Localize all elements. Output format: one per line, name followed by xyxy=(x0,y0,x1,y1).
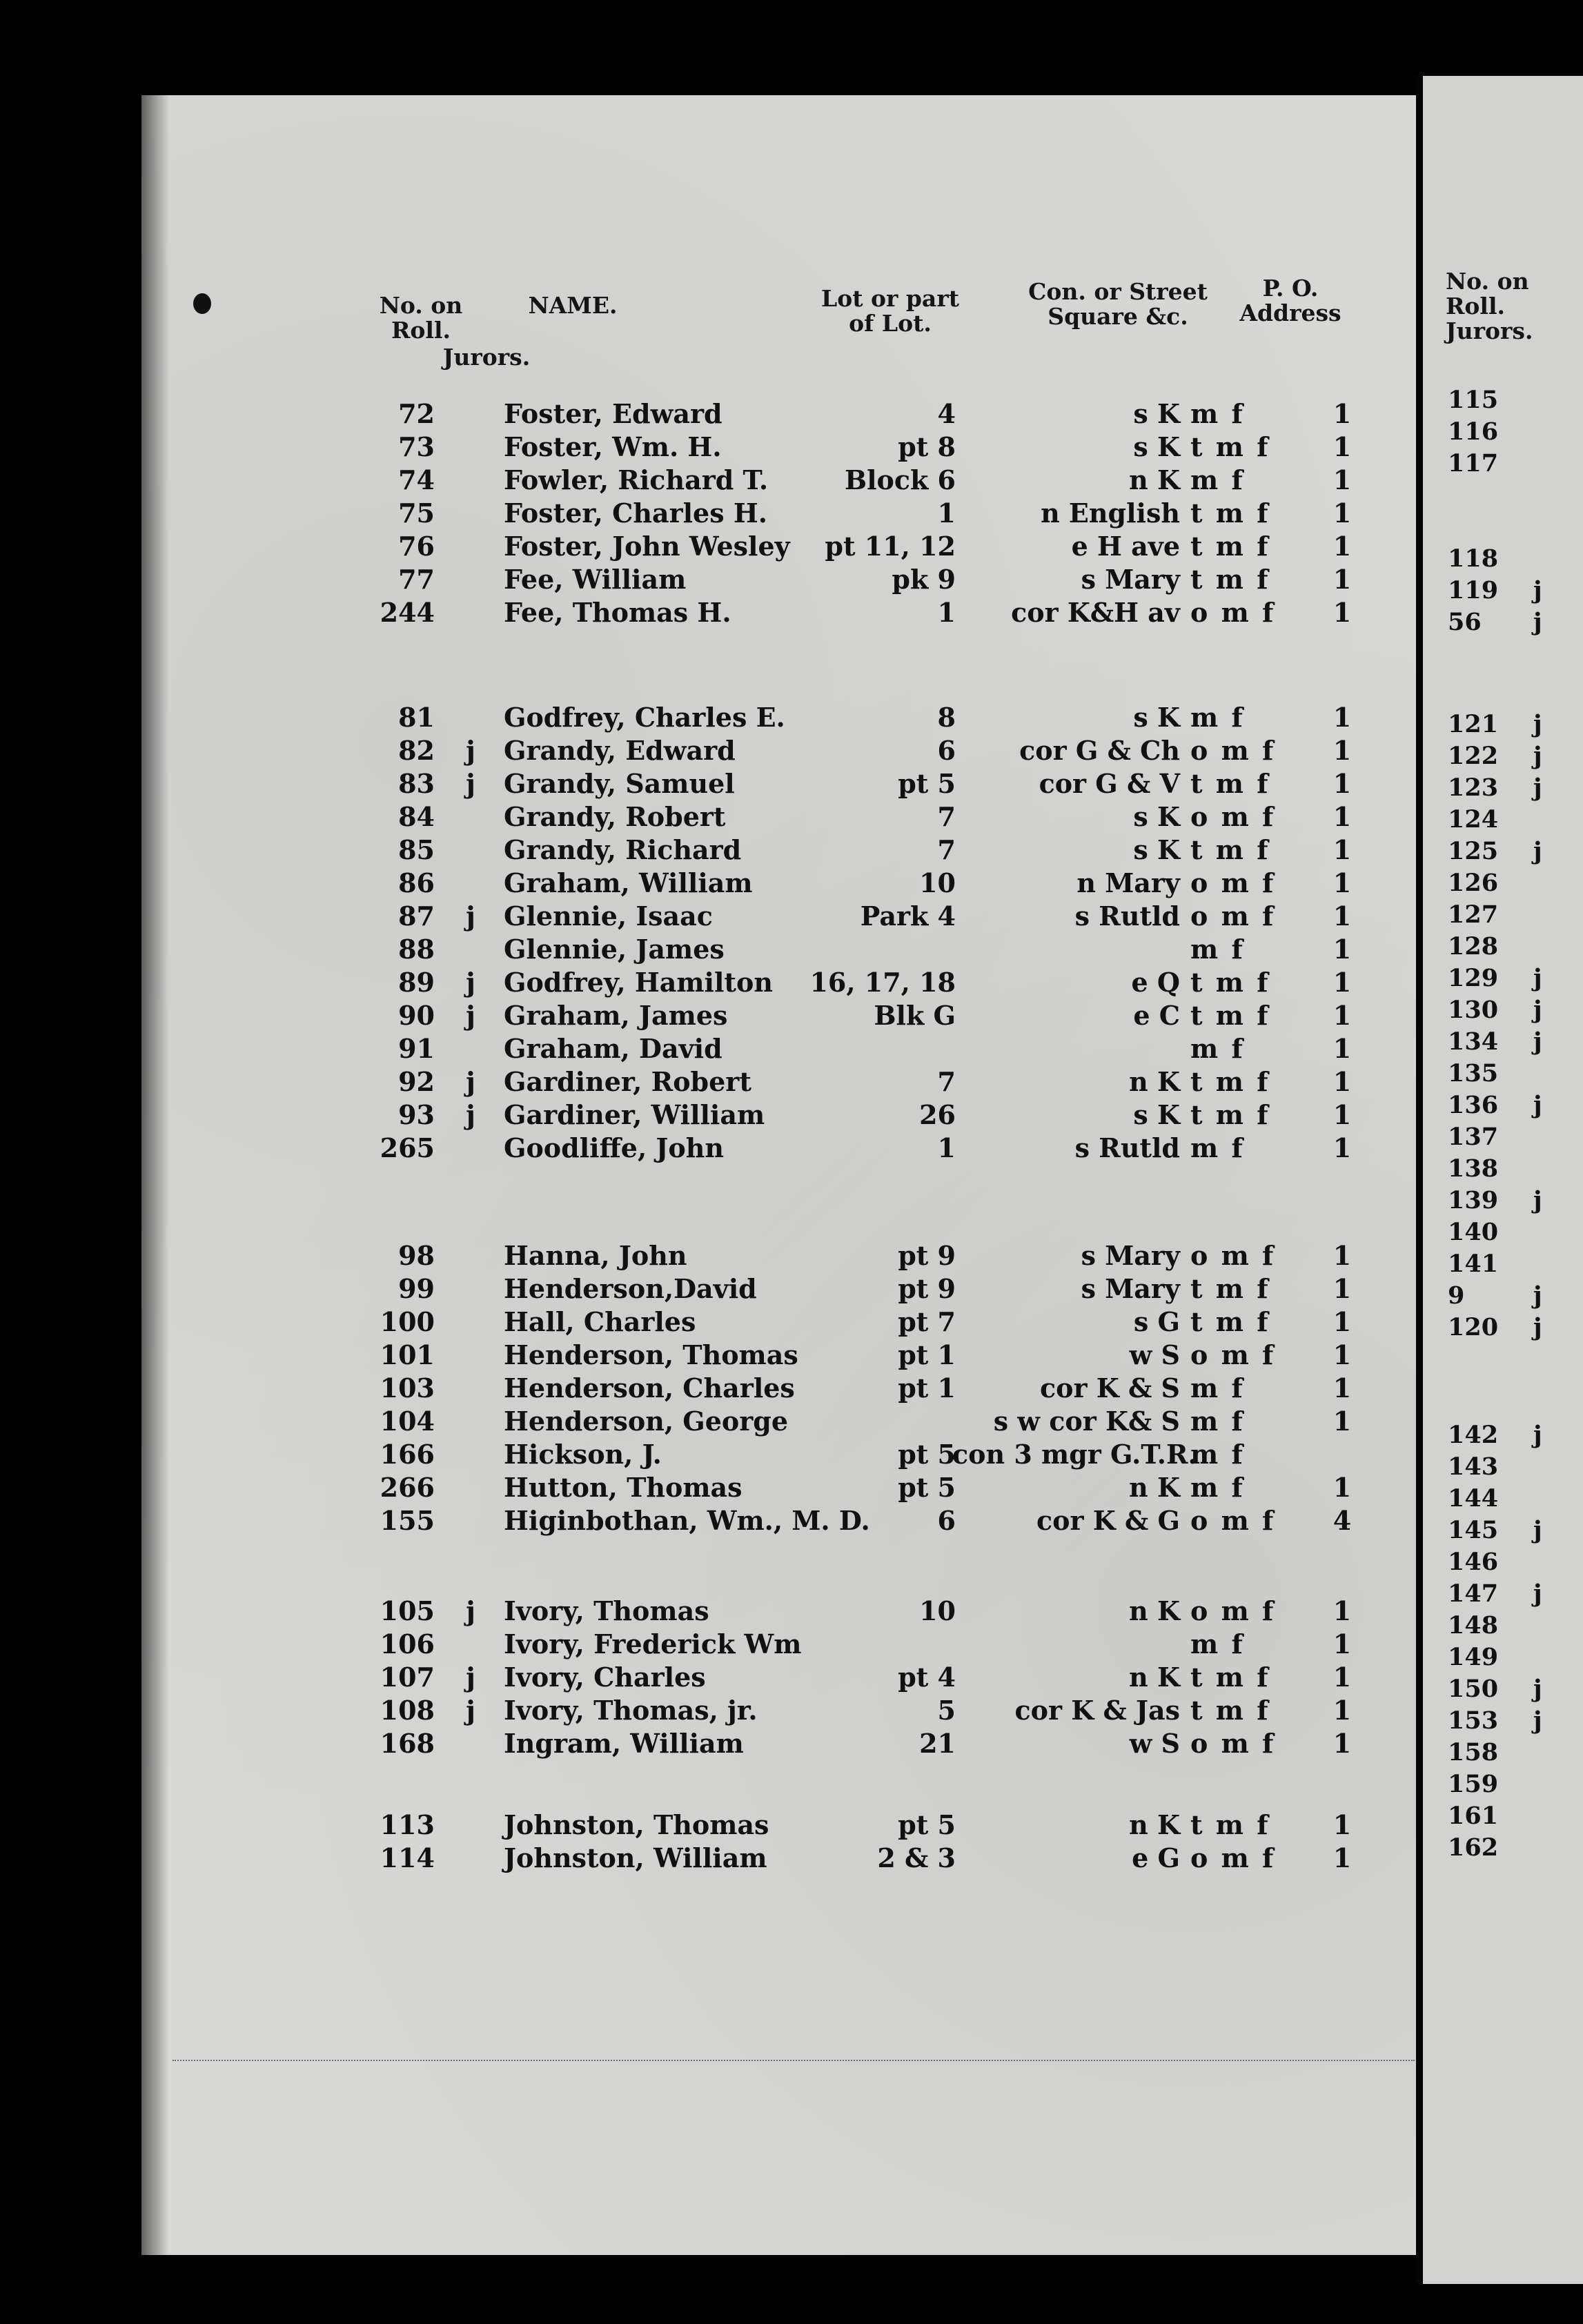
cell-street: n K xyxy=(1129,1809,1180,1840)
cell-name: Higinbothan, Wm., M. D. xyxy=(504,1505,870,1536)
cell-lot: Park 4 xyxy=(860,900,956,932)
cell-name: Gardiner, Robert xyxy=(504,1066,751,1097)
cell-name: Hickson, J. xyxy=(504,1439,662,1470)
cell-no: 145 xyxy=(1448,1516,1499,1544)
cell-no: 114 xyxy=(380,1842,435,1873)
cell-no: 118 xyxy=(1448,544,1499,573)
cell-name: Hall, Charles xyxy=(504,1306,696,1337)
cell-name: Ingram, William xyxy=(504,1728,744,1759)
cell-lot: Blk G xyxy=(874,1000,956,1031)
cell-j: j xyxy=(1533,1186,1542,1214)
cell-no: 83 xyxy=(398,768,435,799)
cell-po: o m f xyxy=(1190,597,1276,628)
cell-po: t m f xyxy=(1190,1273,1270,1304)
cell-lot: pt 1 xyxy=(898,1372,956,1404)
cell-name: Johnston, William xyxy=(504,1842,767,1873)
cell-no: 136 xyxy=(1448,1091,1499,1119)
cell-no: 116 xyxy=(1448,417,1499,446)
cell-street: cor K & S xyxy=(1040,1372,1180,1404)
cell-name: Johnston, Thomas xyxy=(504,1809,769,1840)
cell-name: Graham, David xyxy=(504,1033,722,1064)
cell-lot: 16, 17, 18 xyxy=(809,967,956,998)
cell-po: t m f xyxy=(1190,431,1270,462)
cell-street: s Mary xyxy=(1081,1240,1180,1271)
cell-no: 87 xyxy=(398,900,435,932)
cell-name: Ivory, Thomas xyxy=(504,1595,709,1626)
cell-div: 1 xyxy=(1333,702,1352,733)
cell-no: 158 xyxy=(1448,1738,1499,1766)
cell-street: s Mary xyxy=(1081,1273,1180,1304)
cell-no: 115 xyxy=(1448,386,1499,414)
cell-no: 91 xyxy=(398,1033,435,1064)
cell-lot: 6 xyxy=(937,1505,956,1536)
cell-no: 161 xyxy=(1448,1802,1499,1830)
cell-po: o m f xyxy=(1190,1595,1276,1626)
cell-no: 75 xyxy=(398,498,435,529)
cell-name: Hanna, John xyxy=(504,1240,687,1271)
cell-no: 162 xyxy=(1448,1833,1499,1862)
cell-no: 92 xyxy=(398,1066,435,1097)
cell-div: 1 xyxy=(1333,1595,1352,1626)
cell-no: 99 xyxy=(398,1273,435,1304)
cell-lot: pt 11, 12 xyxy=(825,531,956,562)
cell-name: Ivory, Charles xyxy=(504,1662,706,1693)
cell-div: 1 xyxy=(1333,1273,1352,1304)
cell-po: t m f xyxy=(1190,564,1270,595)
cell-no: 122 xyxy=(1448,742,1499,770)
cell-name: Fee, William xyxy=(504,564,687,595)
cell-div: 1 xyxy=(1333,1339,1352,1370)
cell-no: 77 xyxy=(398,564,435,595)
cell-street: cor G & Ch xyxy=(1019,735,1180,766)
cell-street: n K xyxy=(1129,1662,1180,1693)
cell-j: j xyxy=(1533,1313,1542,1341)
cell-street: n K xyxy=(1129,464,1180,495)
cell-j: j xyxy=(1533,1579,1542,1608)
cell-no: 148 xyxy=(1448,1611,1499,1639)
binding-hole xyxy=(193,293,211,314)
cell-div: 1 xyxy=(1333,1662,1352,1693)
cell-div: 1 xyxy=(1333,1066,1352,1097)
cell-name: Foster, Charles H. xyxy=(504,498,767,529)
cell-div: 1 xyxy=(1333,1132,1352,1163)
cell-j: j xyxy=(1533,742,1542,770)
cell-div: 1 xyxy=(1333,431,1352,462)
cell-div: 1 xyxy=(1333,1033,1352,1064)
cell-name: Goodliffe, John xyxy=(504,1132,724,1163)
cell-div: 1 xyxy=(1333,801,1352,832)
cell-no: 88 xyxy=(398,934,435,965)
cell-j: j xyxy=(1533,837,1542,865)
cell-no: 265 xyxy=(380,1132,435,1163)
cell-no: 107 xyxy=(380,1662,435,1693)
cell-no: 82 xyxy=(398,735,435,766)
cell-po: m f xyxy=(1190,1033,1245,1064)
cell-no: 168 xyxy=(380,1728,435,1759)
cell-no: 147 xyxy=(1448,1579,1499,1608)
cell-lot: pt 5 xyxy=(898,1439,956,1470)
cell-j: j xyxy=(1533,774,1542,802)
cell-lot: pt 5 xyxy=(898,1809,956,1840)
cell-no: 105 xyxy=(380,1595,435,1626)
cell-div: 1 xyxy=(1333,735,1352,766)
cell-street: s K xyxy=(1133,431,1180,462)
cell-po: m f xyxy=(1190,1472,1245,1503)
cell-po: t m f xyxy=(1190,1809,1270,1840)
cell-lot: 1 xyxy=(937,597,956,628)
cell-no: 140 xyxy=(1448,1218,1499,1246)
right-header: No. on Roll. Jurors. xyxy=(1446,268,1533,344)
cell-lot: pt 5 xyxy=(898,768,956,799)
cell-po: m f xyxy=(1190,1628,1245,1660)
cell-j: j xyxy=(1533,1027,1542,1056)
cell-lot: 2 & 3 xyxy=(877,1842,956,1873)
cell-po: m f xyxy=(1190,398,1245,429)
cell-street: w S xyxy=(1129,1728,1180,1759)
cell-div: 1 xyxy=(1333,464,1352,495)
cell-street: cor K&H av xyxy=(1011,597,1180,628)
cell-street: s K xyxy=(1133,801,1180,832)
cell-no: 138 xyxy=(1448,1154,1499,1183)
cell-no: 108 xyxy=(380,1695,435,1726)
cell-name: Foster, John Wesley xyxy=(504,531,790,562)
cell-name: Fee, Thomas H. xyxy=(504,597,731,628)
cell-div: 1 xyxy=(1333,1809,1352,1840)
cell-div: 1 xyxy=(1333,1842,1352,1873)
cell-lot: 1 xyxy=(937,1132,956,1163)
cell-div: 1 xyxy=(1333,967,1352,998)
cell-po: m f xyxy=(1190,934,1245,965)
cell-no: 134 xyxy=(1448,1027,1499,1056)
cell-po: t m f xyxy=(1190,1099,1270,1130)
bottom-rule xyxy=(173,2060,1415,2061)
cell-div: 1 xyxy=(1333,934,1352,965)
cell-div: 1 xyxy=(1333,1372,1352,1404)
cell-name: Henderson, Charles xyxy=(504,1372,795,1404)
cell-no: 76 xyxy=(398,531,435,562)
cell-po: m f xyxy=(1190,702,1245,733)
cell-lot: 26 xyxy=(919,1099,956,1130)
cell-j: j xyxy=(466,1662,475,1693)
cell-street: n K xyxy=(1129,1472,1180,1503)
cell-no: 126 xyxy=(1448,869,1499,897)
cell-j: j xyxy=(466,900,475,932)
cell-lot: pt 7 xyxy=(898,1306,956,1337)
cell-street: s G xyxy=(1133,1306,1180,1337)
header-street: Con. or Street Square &c. xyxy=(1028,278,1208,330)
cell-div: 1 xyxy=(1333,597,1352,628)
cell-po: m f xyxy=(1190,1132,1245,1163)
cell-div: 1 xyxy=(1333,768,1352,799)
cell-lot: 21 xyxy=(919,1728,956,1759)
cell-no: 56 xyxy=(1448,608,1482,636)
cell-street: cor K & Jas xyxy=(1014,1695,1180,1726)
cell-div: 1 xyxy=(1333,531,1352,562)
cell-no: 73 xyxy=(398,431,435,462)
cell-j: j xyxy=(466,768,475,799)
cell-street: s K xyxy=(1133,702,1180,733)
cell-po: m f xyxy=(1190,1406,1245,1437)
cell-div: 1 xyxy=(1333,867,1352,898)
cell-no: 159 xyxy=(1448,1770,1499,1798)
cell-no: 74 xyxy=(398,464,435,495)
cell-name: Grandy, Robert xyxy=(504,801,726,832)
cell-no: 81 xyxy=(398,702,435,733)
cell-no: 139 xyxy=(1448,1186,1499,1214)
cell-street: s Mary xyxy=(1081,564,1180,595)
cell-po: m f xyxy=(1190,464,1245,495)
cell-po: o m f xyxy=(1190,1728,1276,1759)
cell-no: 244 xyxy=(380,597,435,628)
cell-name: Godfrey, Charles E. xyxy=(504,702,785,733)
cell-no: 144 xyxy=(1448,1484,1499,1513)
cell-j: j xyxy=(466,1066,475,1097)
cell-lot: 7 xyxy=(937,834,956,865)
cell-street: n K xyxy=(1129,1066,1180,1097)
cell-j: j xyxy=(1533,1706,1542,1735)
cell-po: o m f xyxy=(1190,1240,1276,1271)
cell-name: Graham, William xyxy=(504,867,753,898)
cell-street: w S xyxy=(1129,1339,1180,1370)
cell-j: j xyxy=(1533,1421,1542,1449)
cell-no: 90 xyxy=(398,1000,435,1031)
cell-lot: pt 8 xyxy=(898,431,956,462)
cell-street: n English xyxy=(1041,498,1180,529)
cell-street: e G xyxy=(1132,1842,1180,1873)
cell-po: t m f xyxy=(1190,1306,1270,1337)
cell-street: con 3 mgr G.T.R. xyxy=(952,1439,1197,1470)
cell-div: 1 xyxy=(1333,1472,1352,1503)
cell-no: 130 xyxy=(1448,996,1499,1024)
cell-name: Foster, Wm. H. xyxy=(504,431,722,462)
cell-no: 72 xyxy=(398,398,435,429)
cell-lot: 8 xyxy=(937,702,956,733)
cell-street: e H ave xyxy=(1071,531,1180,562)
cell-po: t m f xyxy=(1190,1662,1270,1693)
cell-name: Grandy, Edward xyxy=(504,735,736,766)
cell-div: 4 xyxy=(1333,1505,1352,1536)
cell-j: j xyxy=(1533,1675,1542,1703)
cell-lot: pt 1 xyxy=(898,1339,956,1370)
cell-j: j xyxy=(466,735,475,766)
cell-no: 119 xyxy=(1448,576,1499,604)
cell-po: t m f xyxy=(1190,1000,1270,1031)
cell-j: j xyxy=(466,1595,475,1626)
cell-no: 84 xyxy=(398,801,435,832)
cell-po: t m f xyxy=(1190,1695,1270,1726)
cell-lot: pt 9 xyxy=(898,1240,956,1271)
page-fold xyxy=(1416,76,1423,2284)
cell-name: Foster, Edward xyxy=(504,398,722,429)
cell-div: 1 xyxy=(1333,1000,1352,1031)
cell-no: 9 xyxy=(1448,1281,1465,1310)
cell-no: 129 xyxy=(1448,964,1499,992)
cell-div: 1 xyxy=(1333,398,1352,429)
cell-no: 127 xyxy=(1448,900,1499,929)
cell-j: j xyxy=(1533,710,1542,738)
cell-street: s w cor K& S xyxy=(993,1406,1180,1437)
cell-j: j xyxy=(466,1695,475,1726)
cell-j: j xyxy=(1533,996,1542,1024)
cell-no: 153 xyxy=(1448,1706,1499,1735)
cell-po: t m f xyxy=(1190,768,1270,799)
cell-street: s K xyxy=(1133,398,1180,429)
cell-street: s Rutld xyxy=(1074,900,1180,932)
cell-name: Grandy, Richard xyxy=(504,834,742,865)
cell-lot: 7 xyxy=(937,801,956,832)
cell-div: 1 xyxy=(1333,1406,1352,1437)
cell-div: 1 xyxy=(1333,498,1352,529)
cell-no: 89 xyxy=(398,967,435,998)
cell-no: 137 xyxy=(1448,1123,1499,1151)
cell-name: Grandy, Samuel xyxy=(504,768,735,799)
cell-name: Glennie, Isaac xyxy=(504,900,713,932)
cell-j: j xyxy=(1533,608,1542,636)
cell-div: 1 xyxy=(1333,1628,1352,1660)
cell-lot: 1 xyxy=(937,498,956,529)
header-po-address: P. O. Address xyxy=(1239,275,1341,326)
cell-no: 128 xyxy=(1448,932,1499,961)
cell-name: Gardiner, William xyxy=(504,1099,765,1130)
cell-street: e Q xyxy=(1131,967,1180,998)
cell-no: 86 xyxy=(398,867,435,898)
cell-no: 146 xyxy=(1448,1548,1499,1576)
cell-street: s K xyxy=(1133,1099,1180,1130)
cell-lot: Block 6 xyxy=(844,464,956,495)
cell-no: 93 xyxy=(398,1099,435,1130)
cell-no: 142 xyxy=(1448,1421,1499,1449)
cell-no: 101 xyxy=(380,1339,435,1370)
cell-no: 100 xyxy=(380,1306,435,1337)
cell-lot: pt 9 xyxy=(898,1273,956,1304)
cell-name: Graham, James xyxy=(504,1000,728,1031)
cell-no: 266 xyxy=(380,1472,435,1503)
cell-lot: 6 xyxy=(937,735,956,766)
cell-no: 120 xyxy=(1448,1313,1499,1341)
cell-po: o m f xyxy=(1190,1339,1276,1370)
cell-po: o m f xyxy=(1190,1505,1276,1536)
cell-j: j xyxy=(466,967,475,998)
cell-street: s K xyxy=(1133,834,1180,865)
cell-name: Glennie, James xyxy=(504,934,725,965)
cell-name: Ivory, Thomas, jr. xyxy=(504,1695,758,1726)
cell-no: 124 xyxy=(1448,805,1499,834)
cell-no: 150 xyxy=(1448,1675,1499,1703)
cell-no: 149 xyxy=(1448,1643,1499,1671)
cell-po: o m f xyxy=(1190,735,1276,766)
cell-no: 98 xyxy=(398,1240,435,1271)
cell-po: t m f xyxy=(1190,967,1270,998)
cell-div: 1 xyxy=(1333,1728,1352,1759)
cell-no: 135 xyxy=(1448,1059,1499,1087)
cell-no: 123 xyxy=(1448,774,1499,802)
cell-div: 1 xyxy=(1333,900,1352,932)
cell-po: t m f xyxy=(1190,498,1270,529)
cell-no: 85 xyxy=(398,834,435,865)
cell-no: 166 xyxy=(380,1439,435,1470)
cell-po: o m f xyxy=(1190,867,1276,898)
cell-street: n K xyxy=(1129,1595,1180,1626)
cell-div: 1 xyxy=(1333,1240,1352,1271)
cell-no: 121 xyxy=(1448,710,1499,738)
cell-no: 103 xyxy=(380,1372,435,1404)
cell-lot: 10 xyxy=(919,867,956,898)
header-jurors: Jurors. xyxy=(442,344,531,371)
cell-j: j xyxy=(1533,576,1542,604)
cell-div: 1 xyxy=(1333,1306,1352,1337)
cell-name: Godfrey, Hamilton xyxy=(504,967,773,998)
cell-street: e C xyxy=(1133,1000,1180,1031)
cell-div: 1 xyxy=(1333,834,1352,865)
cell-no: 143 xyxy=(1448,1452,1499,1481)
cell-lot: pk 9 xyxy=(892,564,956,595)
cell-lot: 7 xyxy=(937,1066,956,1097)
cell-po: m f xyxy=(1190,1372,1245,1404)
cell-po: m f xyxy=(1190,1439,1245,1470)
cell-name: Henderson,David xyxy=(504,1273,757,1304)
cell-po: o m f xyxy=(1190,1842,1276,1873)
cell-no: 104 xyxy=(380,1406,435,1437)
page-shadow-edge xyxy=(141,95,169,2255)
cell-street: cor K & G xyxy=(1036,1505,1180,1536)
cell-street: s Rutld xyxy=(1074,1132,1180,1163)
cell-no: 106 xyxy=(380,1628,435,1660)
cell-street: n Mary xyxy=(1076,867,1180,898)
cell-lot: pt 5 xyxy=(898,1472,956,1503)
cell-name: Henderson, Thomas xyxy=(504,1339,798,1370)
cell-name: Henderson, George xyxy=(504,1406,789,1437)
cell-name: Fowler, Richard T. xyxy=(504,464,769,495)
cell-j: j xyxy=(1533,1091,1542,1119)
cell-j: j xyxy=(1533,964,1542,992)
cell-no: 125 xyxy=(1448,837,1499,865)
cell-div: 1 xyxy=(1333,1695,1352,1726)
cell-no: 141 xyxy=(1448,1250,1499,1278)
cell-lot: 4 xyxy=(937,398,956,429)
header-lot: Lot or part of Lot. xyxy=(821,285,959,337)
cell-lot: 5 xyxy=(937,1695,956,1726)
cell-div: 1 xyxy=(1333,564,1352,595)
cell-po: t m f xyxy=(1190,531,1270,562)
cell-j: j xyxy=(1533,1516,1542,1544)
cell-po: t m f xyxy=(1190,1066,1270,1097)
header-roll: No. on Roll. xyxy=(379,292,463,344)
cell-po: t m f xyxy=(1190,834,1270,865)
cell-name: Ivory, Frederick Wm xyxy=(504,1628,802,1660)
cell-no: 113 xyxy=(380,1809,435,1840)
cell-no: 155 xyxy=(380,1505,435,1536)
cell-j: j xyxy=(466,1099,475,1130)
cell-po: o m f xyxy=(1190,801,1276,832)
cell-div: 1 xyxy=(1333,1099,1352,1130)
cell-j: j xyxy=(1533,1281,1542,1310)
cell-name: Hutton, Thomas xyxy=(504,1472,743,1503)
cell-j: j xyxy=(466,1000,475,1031)
cell-lot: 10 xyxy=(919,1595,956,1626)
cell-po: o m f xyxy=(1190,900,1276,932)
cell-lot: pt 4 xyxy=(898,1662,956,1693)
cell-street: cor G & V xyxy=(1039,768,1180,799)
cell-no: 117 xyxy=(1448,449,1499,477)
header-name: NAME. xyxy=(528,292,618,319)
